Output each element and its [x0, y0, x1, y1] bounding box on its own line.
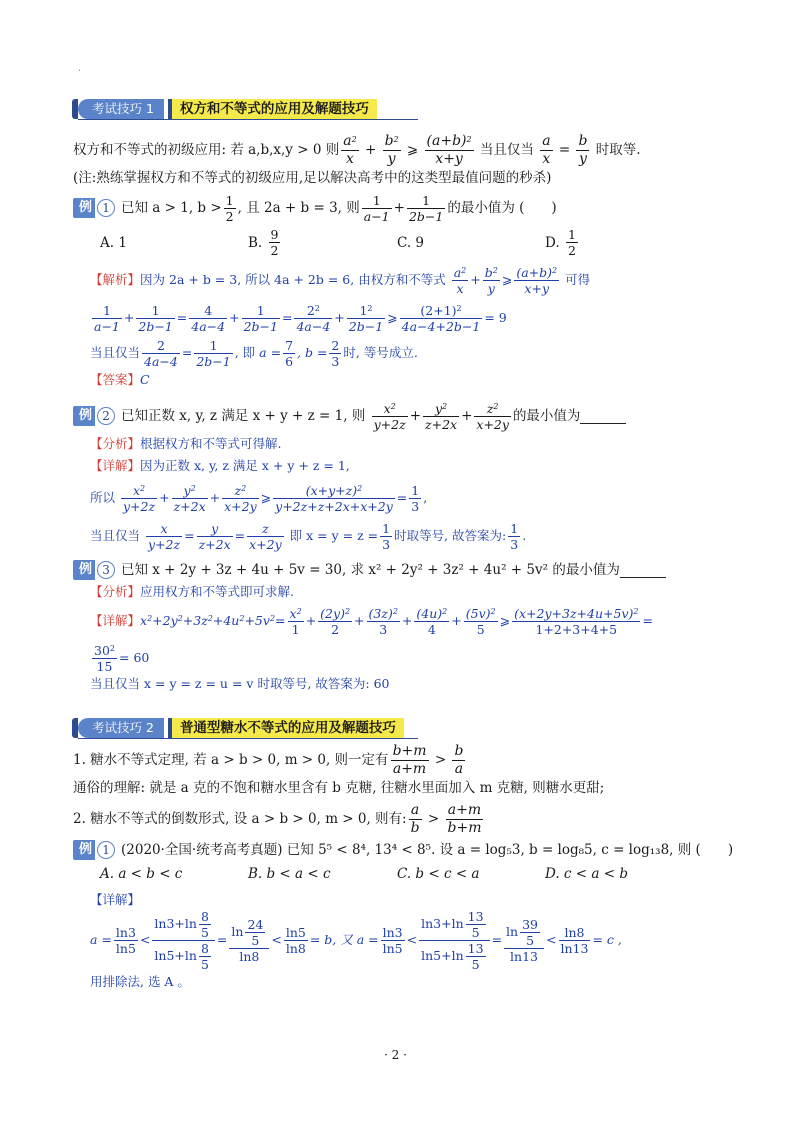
section2-title: 普通型糖水不等式的应用及解题技巧: [168, 718, 404, 738]
ex1-opt-d[interactable]: D. $\frac{1}{2}$: [545, 227, 576, 258]
ex2-stem-a: 已知正数 x, y, z 满足 x + y + z = 1, 则: [121, 408, 366, 424]
intro-frac-b2y: $\frac{b^2}{y}$: [384, 132, 399, 167]
ex2-cond: 当且仅当 $\frac{x}{y+2z}$ = $\frac{y}{z+2x}$ = $\frac{z}{x+2y}$ 即 x = y = z = $\frac{1}{3}$ 时取等号, 故答案为: $\frac{1}{3}$ .: [90, 520, 527, 552]
s2-ex1-xiangjie-tag: 【详解】: [90, 892, 141, 907]
ex3-calc: 【详解】 $x^2+2y^2+3z^2+4u^2+5v^2=$ $\frac{x^2}{1}$ + $\frac{(2y)^2}{2}$ + $\frac{(3z)^2}{3}$ + $\frac{(4u)^2}{4}$ + $\frac{(5v)^2}{5}$ ⩾ $\frac{(x+2y+3z+4u+5v)^2}{1+2+3+4+5}$ =: [90, 605, 653, 637]
corner-dot: ·: [78, 66, 82, 77]
section1-header: [78, 98, 377, 120]
section1-title: 权方和不等式的应用及解题技巧: [168, 99, 377, 119]
ex2-xiangjie-text: 因为正数 x, y, z 满足 x + y + z = 1,: [140, 458, 350, 473]
intro-eq-cond: 当且仅当: [479, 142, 534, 158]
ex1-calc: $\frac{1}{a-1}$ + $\frac{1}{2b-1}$ = $\frac{4}{4a-4}$ + $\frac{1}{2b-1}$ = $\frac{2^2}{4a-4}$ + $\frac{1^2}{2b-1}$ ⩾ $\frac{(2+1)^2}{4a-4+2b-1}$ = 9: [94, 302, 507, 334]
ex1-opt-a[interactable]: A. 1: [100, 235, 127, 251]
ex2-fenxi: [90, 434, 282, 454]
ex1-cond-end: 时, 等号成立.: [343, 345, 418, 360]
ex1-analysis-tag: 【解析】: [90, 272, 141, 287]
ex3-fenxi-tag: 【分析】: [90, 584, 141, 599]
page-number: · 2 ·: [384, 1048, 407, 1062]
ex1-answer-tag: 【答案】: [90, 372, 141, 387]
intro-frac-ax: $\frac{a}{x}$: [542, 132, 551, 167]
ex1-cond-prefix: 当且仅当: [90, 345, 141, 360]
ex2-cond-mid: 即 x = y = z =: [289, 528, 379, 543]
ex1-badge: 例 1: [73, 198, 115, 218]
s2-item1-note: 通俗的理解: 就是 a 克的不饱和糖水里含有 b 克糖, 往糖水里面加入 m 克糖, 则糖水更甜;: [73, 780, 605, 796]
ex1-frac-half: $\frac{1}{2}$: [225, 192, 234, 224]
intro-note: (注:熟练掌握权方和不等式的初级应用,足以解决高考中的这类型最值问题的秒杀): [73, 170, 552, 186]
section1-rule: [78, 119, 418, 120]
ex1-options: [100, 227, 700, 261]
s2-ex1-opt-a[interactable]: A. a < b < c: [100, 866, 183, 882]
ex3-result-value: = 60: [119, 650, 150, 665]
ex1-analysis-text: 因为 2a + b = 3, 所以 4a + 2b = 6, 由权方和不等式: [140, 272, 446, 287]
ex1-cond: 当且仅当 $\frac{2}{4a-4}$ = $\frac{1}{2b-1}$ , 即 a = $\frac{7}{6}$ , b = $\frac{2}{3}$ 时, 等号成立.: [90, 337, 418, 369]
ex3-stem: [73, 558, 666, 582]
s2-ex1-opt-d[interactable]: D. c < a < b: [545, 866, 628, 882]
ex1-stem-b: , 且 2a + b = 3, 则: [237, 200, 360, 216]
ex3-answer-blank[interactable]: [620, 563, 666, 578]
ex2-fenxi-text: 根据权方和不等式可得解.: [140, 436, 282, 451]
intro-frac-by: $\frac{b}{y}$: [578, 132, 588, 167]
intro-frac-sum: $\frac{(a+b)^2}{x+y}$: [426, 132, 472, 167]
s2-ex1-conclusion: 用排除法, 选 A 。: [90, 974, 190, 989]
ex3-badge: 例 3: [73, 560, 115, 580]
s2-ex1-xiangjie: [90, 890, 140, 910]
ex1-cond-mid: , 即: [234, 345, 256, 360]
ex2-answer-blank[interactable]: [580, 409, 626, 424]
s2-ex1-stem: [73, 838, 733, 862]
s2-ex1-options: [100, 864, 700, 884]
s2-ex1-stem-text: (2020·全国·统考高考真题) 已知 5⁵ < 8⁴, 13⁴ < 8⁵. 设 a = log₅3, b = log₈5, c = log₁₃8, 则 ( ): [121, 842, 734, 858]
ex2-suoyi: 所以: [90, 490, 116, 505]
ex1-frac-2: $\frac{1}{2b-1}$: [408, 192, 444, 224]
ex1-stem-c: 的最小值为 ( ): [447, 200, 557, 216]
ex1-stem-a: 已知 a > 1, b >: [121, 200, 222, 216]
section1-tag: 考试技巧 1: [78, 99, 164, 119]
ex1-result: = 9: [484, 310, 507, 325]
ex1-stem: 例 1 已知 a > 1, b > $\frac{1}{2}$ , 且 2a + b = 3, 则 $\frac{1}{a-1}$ + $\frac{1}{2b-1}$ 的最小值为 ( ): [73, 190, 557, 226]
ex3-fenxi-text: 应用权方和不等式即可求解.: [140, 584, 294, 599]
s2-ex1-badge: 例 1: [73, 840, 115, 860]
ex2-stem-b: 的最小值为: [512, 408, 581, 424]
s2-item1-text: 1. 糖水不等式定理, 若 a > b > 0, m > 0, 则一定有: [73, 752, 389, 768]
ex2-xiangjie-tag: 【详解】: [90, 458, 141, 473]
ex1-opt-b[interactable]: B. $\frac{9}{2}$: [248, 227, 279, 258]
s2-item1: 1. 糖水不等式定理, 若 a > b > 0, m > 0, 则一定有 $\frac{b+m}{a+m}$ > $\frac{b}{a}$: [73, 742, 464, 777]
s2-item2-text: 2. 糖水不等式的倒数形式, 设 a > b > 0, m > 0, 则有:: [73, 811, 407, 827]
s2-item2: 2. 糖水不等式的倒数形式, 设 a > b > 0, m > 0, 则有: $\frac{a}{b}$ > $\frac{a+m}{b+m}$: [73, 801, 482, 836]
ex2-calc: 所以 $\frac{x^2}{y+2z}$ + $\frac{y^2}{z+2x}$ + $\frac{z^2}{x+2y}$ ⩾ $\frac{(x+y+z)^2}{y+2z+z+2x+x+2y}$ = $\frac{1}{3}$ ,: [90, 482, 428, 514]
ex2-cond-prefix: 当且仅当: [90, 528, 141, 543]
ex3-stem-text: 已知 x + 2y + 3z + 4u + 5v = 30, 求 x² + 2y² + 3z² + 4u² + 5v² 的最小值为: [121, 562, 620, 578]
intro-line: 权方和不等式的初级应用: 若 a,b,x,y > 0 则 $\frac{a^2}{x}$ + $\frac{b^2}{y}$ ⩾ $\frac{(a+b)^2}{x+y}$ 当且仅当 $\frac{a}{x}$ = $\frac{b}{y}$ 时取等.: [73, 132, 641, 167]
ex2-badge: 例 2: [73, 406, 115, 426]
ex1-answer: [90, 370, 150, 390]
ex1-opt-c[interactable]: C. 9: [397, 235, 425, 251]
ex1-answer-value: C: [140, 372, 150, 387]
ex2-cond-end: 时取等号, 故答案为:: [394, 528, 507, 543]
ex3-xiangjie-tag: 【详解】: [90, 613, 141, 628]
section2-rule: [78, 738, 418, 739]
section2-tag: 考试技巧 2: [78, 718, 164, 738]
ex1-analysis: 【解析】 因为 2a + b = 3, 所以 4a + 2b = 6, 由权方和不等式 $\frac{a^2}{x}$ + $\frac{b^2}{y}$ ⩾ $\frac{(a+b)^2}{x+y}$ 可得: [90, 264, 591, 296]
ex2-fenxi-tag: 【分析】: [90, 436, 141, 451]
intro-suffix: 时取等.: [595, 142, 641, 158]
ex2-stem: 例 2 已知正数 x, y, z 满足 x + y + z = 1, 则 $\frac{x^2}{y+2z}$ + $\frac{y^2}{z+2x}$ + $\frac{z^2}{x+2y}$ 的最小值为: [73, 398, 626, 434]
ex3-fenxi: [90, 582, 294, 602]
ex3-result: $\frac{30^2}{15}$ = 60: [94, 642, 150, 674]
s2-ex1-opt-c[interactable]: C. b < c < a: [397, 866, 480, 882]
intro-frac-a2x: $\frac{a^2}{x}$: [343, 132, 357, 167]
s2-ex1-opt-b[interactable]: B. b < a < c: [248, 866, 331, 882]
s2-ex1-calc: a = $\frac{\ln 3}{\ln 5}$ < ln3+ln $\frac{8}{5}$ ln5+ln $\frac{8}{5}$ = ln $\frac{24}{5}$ ln8 < $\frac{\ln 5}{\ln 8}$ = b, 又 a = $\frac{\ln 3}{\ln 5}$ < ln3+ln $\frac{13}{5}$ ln5+ln $\frac{13}{5}$ = ln $\frac{39}{5}$ ln13 < $\frac{\ln 8}{\ln 13}$ = c ,: [90, 908, 622, 972]
ex3-cond: 当且仅当 x = y = z = u = v 时取等号, 故答案为: 60: [90, 676, 390, 691]
section2-header: [78, 717, 404, 739]
ex1-analysis-end: 可得: [565, 272, 591, 287]
intro-prefix: 权方和不等式的初级应用: 若 a,b,x,y > 0 则: [73, 142, 340, 158]
ex1-frac-1: $\frac{1}{a-1}$: [363, 192, 390, 224]
ex2-xiangjie: [90, 456, 350, 476]
